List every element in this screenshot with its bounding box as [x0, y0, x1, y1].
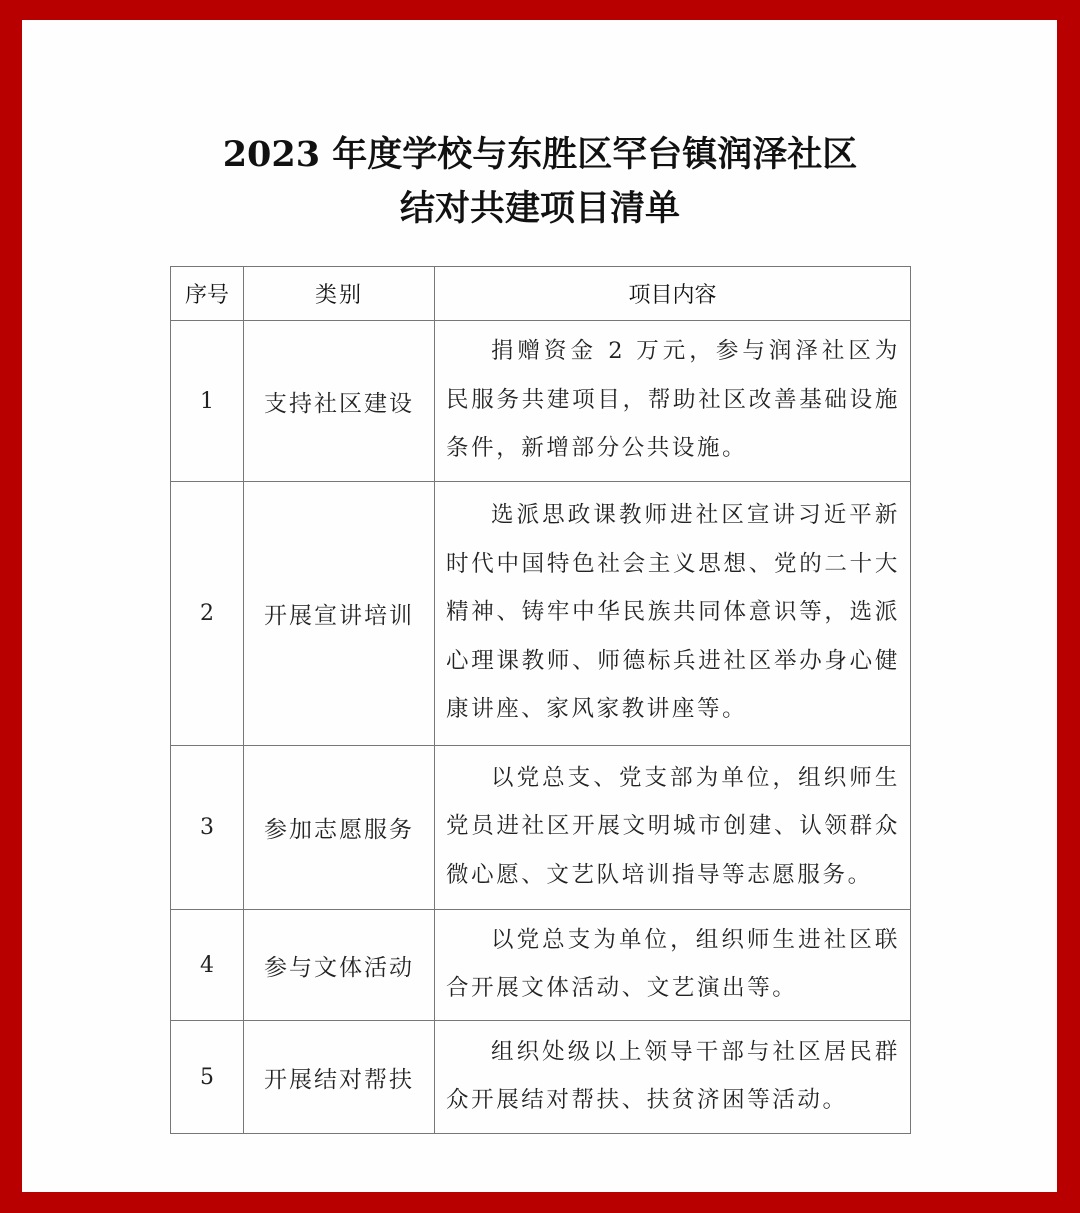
table-row [171, 746, 911, 910]
row-content-text: 以党总支为单位，组织师生进社区联合开展文体活动、文艺演出等。 [446, 926, 900, 1001]
table-row [171, 1021, 911, 1134]
title-line-1: 2023 年度学校与东胜区罕台镇润泽社区 [222, 134, 858, 175]
row-no: 5 [171, 1021, 244, 1134]
document-title [0, 128, 1080, 236]
row-no: 4 [171, 910, 244, 1021]
row-content-text: 捐赠资金 2 万元，参与润泽社区为民服务共建项目，帮助社区改善基础设施条件，新增部分公共设施。 [446, 338, 900, 462]
row-category: 开展宣讲培训 [244, 482, 435, 746]
row-category: 参加志愿服务 [244, 746, 435, 910]
row-content-text: 组织处级以上领导干部与社区居民群众开展结对帮扶、扶贫济困等活动。 [446, 1038, 900, 1113]
row-content [435, 1021, 911, 1134]
header-no: 序号 [171, 267, 244, 321]
table-header-row [171, 267, 911, 321]
project-list-table [170, 266, 911, 1134]
header-category: 类别 [244, 267, 435, 321]
title-line-2: 结对共建项目清单 [399, 188, 680, 229]
row-category: 支持社区建设 [244, 321, 435, 482]
row-content-text: 选派思政课教师进社区宣讲习近平新时代中国特色社会主义思想、党的二十大精神、铸牢中华民族共同体意识等，选派心理课教师、师德标兵进社区举办身心健康讲座、家风家教讲座等。 [446, 502, 900, 723]
row-content [435, 482, 911, 746]
row-content [435, 910, 911, 1021]
row-no: 2 [171, 482, 244, 746]
row-content-text: 以党总支、党支部为单位，组织师生党员进社区开展文明城市创建、认领群众微心愿、文艺队培训指导等志愿服务。 [446, 764, 900, 888]
table-row [171, 321, 911, 482]
document-page [22, 20, 1057, 1192]
table-row [171, 910, 911, 1021]
row-no: 3 [171, 746, 244, 910]
row-content [435, 321, 911, 482]
row-category: 开展结对帮扶 [244, 1021, 435, 1134]
row-no: 1 [171, 321, 244, 482]
table-row [171, 482, 911, 746]
header-content: 项目内容 [435, 267, 911, 321]
row-category: 参与文体活动 [244, 910, 435, 1021]
row-content [435, 746, 911, 910]
